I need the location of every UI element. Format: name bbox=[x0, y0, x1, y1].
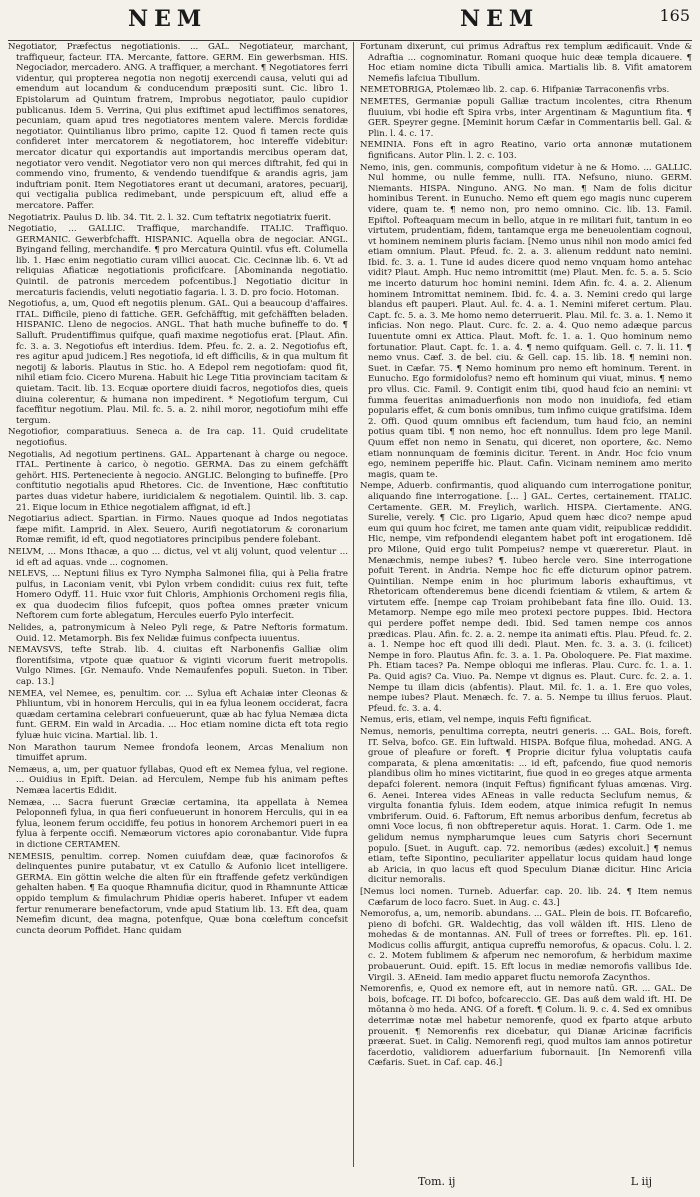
dictionary-entry: Fortunam dixerunt, cui primus Adraftus rex templum ædificauit. Vnde & Adraftia ... cognominatur. Romani quoque huic deæ templa dicauere. ¶ Hoc etiam nomine dicta Tibulli amica. Martialis lib. 8. Vifit amatorem Nemefis lafciua Tibullum. bbox=[360, 42, 692, 84]
dictionary-entry: Nemorenfis, e, Quod ex nemore eft, aut in nemore natū. GR. ... GAL. De bois, bofcage. IT. Di bofco, bofcareccio. GE. Das auß dem wald ift. HI. De mōtanna ò mo heda. ANG. Of a foreft. ¶ Colum. li. 9. c. 4. Sed ex omnibus deterrimæ notæ mel habetur nemorenfe, quod ex fparto atque arbuto prouenit. ¶ Nemorenfis rex dicebatur, qui Dianæ Aricinæ facrificis præerat. Suet. in Calig. Nemorenfi regi, quod multos iam annos potiretur facerdotio, validiorem aduerfarium fubornauit. [In Nemorenfi villa Cæfaris. Suet. in Caf. cap. 46.] bbox=[360, 984, 692, 1069]
page-footer bbox=[8, 1175, 692, 1191]
running-head-right: NEM bbox=[460, 6, 540, 32]
dictionary-entry: NEMINIA. Fons eft in agro Reatino, vario orta annonæ mutationem fignificans. Autor Plin. l. 2. c. 103. bbox=[360, 140, 692, 161]
signature-mark: L iij bbox=[630, 1175, 652, 1188]
dictionary-entry: NEMETOBRIGA, Ptolemæo lib. 2. cap. 6. Hifpaniæ Tarraconenfis vrbs. bbox=[360, 85, 670, 96]
left-column bbox=[8, 42, 348, 1167]
dictionary-entry: Negotiatio, ... GALLIC. Traffique, marchandife. ITALIC. Traffiquo. GERMANIC. Gewerbfchafft. HISPANIC. Aquella obra de negociar. ANGL. Byingand felling, merchandife. ¶ pro Mercatura Quintil. vfus eft. Columella lib. 1. Hæc enim negotiatio curam villici auocat. Cic. Cecinnæ lib. 6. Vt ad reliquias Afiaticæ negotiationis proficifcare. [Abominanda negotiatio. Quintil. de patronis mercedem pofcentibus.] Negotiatio dicitur in mercaturis faciendis, veluti negotiatio fagaria. l. 3. D. pro focio. Hotoman. bbox=[8, 224, 348, 298]
dictionary-entry: Nemus, eris, etiam, vel nempe, inquis Fefti fignificat. bbox=[360, 715, 592, 726]
page-number: 165 bbox=[659, 6, 690, 25]
dictionary-entry: Negotiatrix. Paulus D. lib. 34. Tit. 2. l. 32. Cum teftatrix negotiatrix fuerit. bbox=[8, 212, 332, 223]
dictionary-entry: [Nemus loci nomen. Turneb. Aduerfar. cap. 20. lib. 24. ¶ Item nemus Cæfarum de loco facro. Suet. in Aug. c. 43.] bbox=[360, 886, 692, 908]
dictionary-entry: Nemus, nemoris, penultima correpta, neutri generis. ... GAL. Bois, foreft. IT. Selva, bofco. GE. Ein luftwald. HISPA. Bofque filua, mohedad. ANG. A groue of pleafure or foreft. ¶ Proprie dicitur fylua voluptatis caufa comparata, & plena amœnitatis: ... id eft, pafcendo, fiue quod nemoris plandibus olim ho mines victitarint, fiue quod in eo greges atque armenta depafci folerent. nemora (inquit Feftus) fignificant fyluas amœnas. Virg. 6. Aenei. Interea vides AEneas in valle reducta Seclufum nemus, & virgulta fonantia fyluis. Idem eodem, atque inimica refugit In nemus vmbriferum. Ouid. 6. Faftorum, Eft nemus arboribus denfum, fecretus ab omni Voce locus, fi non obftreperetur aquis. Horat. 1. Carm. Ode 1. me gelidum nemus nympharumque leues cum Satyris chori Secernunt populo. [Suet. in Auguft. cap. 72. nemoribus (ædes) excoluit.] ¶ nemus etiam, tefte Sipontino, peculiariter appellatur locus quidam haud longe ab Aricia, in quo lacus eft quod Speculum Dianæ dicitur. Hinc Aricia dicitur nemoralis. bbox=[360, 727, 692, 886]
dictionary-entry: Negotiator, Præfectus negotiationis. ... GAL. Negotiateur, marchant, traffiqueur, facteur. ITA. Mercante, fattore. GERM. Ein gewerbsman. HIS. Negociador, mercadero. ANG. A traffiquer, a merchant. ¶ Negotiatores ferri videntur, qui propterea negotia non negotij exercendi causa, veluti qui ad emendum aut locandum & conducendum præpositi sunt. Cic. libro 1. Epistolarum ad Quintum fratrem, Improbus negotiator, paulo cupidior publicanus. Idem 5. Verrina, Qui plus exiftimet apud lectiffimos senatores, pecuniam, quam apud tres negotiatores mentem valere. Mercis fordidæ negotiator. Quintilianus libro primo, capite 12. Quod fi tamen recte quis confideret inter mercatorem & negotiatorem, hoc intereffe videbitur: mercator dicatur qui exportandis aut importandis mercibus operam dat, negotiator vero vendit. Negotiator vero non qui merces diftrahit, fed qui in commendo vino, frumento, & vendendo tuendifque & arandis agris, jam induftriam ponit. Item Negotiatores erant ut decumani, aratores, pecuarij, qui vectigalia publica redimebant, unde perspicuum eft, aliud effe a mercatore. Paffer. bbox=[8, 42, 348, 211]
dictionary-entry: Nempe, Aduerb. confirmantis, quod aliquando cum interrogatione ponitur, aliquando fine interrogatione. [... ] GAL. Certes, certainement. ITALIC. Certamente. GER. M. Freylich, warlich. HISPA. Ciertamente. ANG. Surelie, verely. ¶ Cic. pro Ligario, Apud quem hæc dico? nempe apud eum qui quum hoc fciret, me tamen ante quam vidit, reipublicæ reddidit. Hic, nempe, vim refpondendi elegantem habet poft int erogationem. Idē pro Milone, Quid ergo tulit Pompeius? nempe vt quæreretur. Plaut. in Menæchmis, nempe iubes? ¶. Iubeo hercle vero. Sine interrogatione pofuit Terent. in Andria. Nempe hoc fic effe dicturum opinor patrem. Quintilian. Nempe enim in hoc plurimum laboris exhauftimus, vt Rhetoricam oftenderemus bene dicendi fcientiam & vtilem, & artem & virtutem effe. [nempe cap Troiam prohibebant fata fine illo. Ouid. 13. Metamorp. Nempe ego mile meo protexi pectore puppes. Ibid. Hectora qui perdere poffet nempe dedi. Ibid. Sed tamen nempe cos annos prædicas. Plau. Afin. fc. 2. a. 2. nempe ita animati eftis. Plau. Pfeud. fc. 2. a. 1. Nempe hoc eft quod illi dedi. Plaut. Men. fc. 3. a. 3. (i. fcilicet) Nempe in foro. Plautus Afin. fc. 3. a. 1. Pa. Oboloquere. Pe. Fiat maxime. Ph. Etiam taces? Pa. Nempe obloqui me infleras. Plau. Curc. fc. 1. a. 1. Pa. Quid agis? Ca. Viuo. Pa. Nempe vt dignus es. Plaut. Curc. fc. 2. a. 1. Nempe tu illam dicis (abfentis). Plaut. Mil. fc. 1. a. 1. Ere quo voles, nempe iubes? Plaut. Menæch. fc. 7. a. 5. Nempe tu illius feruos. Plaut. Pfeud. fc. 3. a. 4. bbox=[360, 481, 692, 714]
column-rule bbox=[353, 42, 354, 1167]
dictionary-entry: Nemo, inis, gen. communis, compofitum videtur à ne & Homo. ... GALLIC. Nul homme, ou nulle femme, nulli. ITA. Nefsuno, niuno. GERM. Niemants. HISPA. Ninguno. ANG. No man. ¶ Nam de folis dicitur hominibus Terent. in Eunucho. Nemo eft quem ego magis nunc cuperem videre, quam te. ¶ nemo non, pro nemo omnino. Cic. lib. 13. Famil. Epiftol. Pofteaquam mecum in bello, atque in re militari fuit, tantum in eo virtutem, prudentiam, fidem, tantamque erga me beneuolentiam cognoui, vt hominem neminem pluris faciam. [Nemo unus nihil non modo amici fed etiam omnium. Plaut. Pfeud. fc. 2. a. 3. alienum reddunt nato nemini. Ibid. fc. 3. a. 1. Tune id audes dicere quod nemo vnquam homo antehac vidit? Plaut. Amph. Huc nemo intromittit (me) Plaut. Men. fc. 5. a. 5. Scio me incerto daturum hoc homini nemini. Idem Afin. fc. 4. a. 2. Alienum hominem Intromittat neminem. Ibid. fc. 4. a. 3. Nemini credo qui large blandus eft pauperi. Plaut. Aul. fc. 4. a. 1. Nemini miferet certum. Plau. Capt. fc. 5. a. 3. Me homo nemo deterruerit. Plau. Mil. fc. 3. a. 1. Nemo it inficias. Non nego. Plaut. Curc. fc. 2. a. 4. Quo nemo adæque parcus Iuuentute omni ex Attica. Plaut. Moft. fc. 1. a. 1. Quo hominum nemo fortunatior. Plaut. Capt. fc. 1. a. 4. ¶ nemo quifquam. Gell. c. 7. li. 11. ¶ nemo vnus. Cæf. 3. de bel. ciu. & Gell. cap. 15. lib. 18. ¶ nemini non. Suet. in Cæfar. 75. ¶ Nemo hominum pro nemo eft hominum. Terent. in Eunucho. Ego formidolofus? nemo eft hominum qui viuat, minus. ¶ nemo pro vllus. Cic. Famil. 9. Contigit enim tibi, quod haud fcio an nemini: vt fumma feueritas animaduerfionis non modo non inuidiofa, fed etiam popularis effet, & cum bonis omnibus, tum infimo cuique gratifsima. Idem 2. Offi. Quod quum omnibus eft faciendum, tum haud fcio, an nemini potius quam tibi. ¶ non nemo, hoc eft nonnullus. Idem pro lege Manil. Quum effet non nemo in Senatu, qui diceret, non oportere, &c. Nemo etiam nonnunquam de fœminis dicitur. Terent. in Andr. Hoc fcio vnum ego, neminem peperiffe hic. Plaut. Cafin. Vicinam neminem amo merito magis, quam te. bbox=[360, 162, 692, 480]
dictionary-entry: Nemorofus, a, um, nemorib. abundans. ... GAL. Plein de bois. IT. Bofcarefio, pieno di bofchi. GR. Waldechtig, das voll wälden ift. HIS. Lleno de mohedas & de montannas. AN. Full of trees or forreftes. Pli. ep. 161. Modicus collis affurgit, antiqua cupreffu nemorofus, & opacus. Colu. l. 2. c. 2. Motem fublimem & afperum nec nemorofum, & herbidum maxime probauerunt. Ouid. epift. 15. Eft locus in mediæ nemorofis vallibus Ide. Virgil. 3. AEneid. Iam medio apparet fluctu nemorofa Zacynthos. bbox=[360, 909, 692, 983]
page-header bbox=[8, 6, 692, 41]
dictionary-entry: Negotiarius adiect. Spartian. in Firmo. Naues quoque ad Indos negotiatas fæpe mifit. Lamprid. in Alex. Seuero, Aurifi negotiatorum & coronarium Romæ remifit, id eft, quod negotiatores principibus pendere folebant. bbox=[8, 514, 348, 546]
dictionary-entry: Negotiofior, comparatiuus. Seneca a. de Ira cap. 11. Quid crudelitate negotiofius. bbox=[8, 427, 348, 448]
dictionary-entry: Negotiofus, a, um, Quod eft negotiis plenum. GAL. Qui a beaucoup d'affaires. ITAL. Difficile, pieno di fattiche. GER. Gefchäfftig, mit gefchäfften beladen. HISPANIC. Lleno de negocios. ANGL. That hath muche bufineffe to do. ¶ Salluft. Prudentiffimus quifque, quafi maxime negotiofus erat. [Plaut. Afin. fc. 3. a. 3. Negotiofus eft interdius. Idem. Pfeu. fc. 2. a. 2. Negotiofus eft, res agitur apud judicem.] Res negotiofa, id eft difficilis, & in qua multum fit negotij & laboris. Plautus in Stic. ho. A Edepol rem negotiofam: quod fit, nihil etiam fcio. Cicero Murena. Habuit hic Lege Titia provinciam tacitam & quietam. Tacit. lib. 13. Ecquæ oportere diuidi facros, negotiofos dies, queis diuina colerentur, & humana non impedirent. * Negotiofum tergum, Cui faceffitur negotium. Plau. Mil. fc. 5. a. 2. nihil moror, negotiofum mihi effe tergum. bbox=[8, 299, 348, 426]
dictionary-entry: NELEVS, ... Neptuni filius ex Tyro Nympha Salmonei filia, qui à Pelia fratre pulfus, in Laconiam venit, vbi Pylon vrbem condidit: cuius rex fuit, tefte Homero Odyff. 11. Huic vxor fuit Chloris, Amphionis Orchomeni regis filia, ex qua duodecim filios fufcepit, quos poftea omnes præter vnicum Neftorem cum forte ablegatum, Hercules euerfo Pylo interfecit. bbox=[8, 569, 348, 622]
verse-quote: Non Marathon taurum Nemee frondofa leonem, Arcas Menalium non timuiffet aprum. bbox=[8, 742, 348, 764]
dictionary-entry: Negotialis, Ad negotium pertinens. GAL. Appartenant à charge ou negoce. ITAL. Pertinente à carico, ò negotio. GERMA. Das zu einem gefchäfft gehört. HIS. Perteneciente à negocio. ANGLIC. Belonging to bufineffe. [Pro conftitutio negotialis apud Rhetores. Cic. de Inventione, Hæc conftitutio partes duas videtur habere, iuridicialem & negotialem. Quintil. lib. 3. cap. 21. Eique locum in Ethice negotialem affignat, id eft.] bbox=[8, 449, 348, 513]
dictionary-entry: NEMEA, vel Nemee, es, penultim. cor. ... Sylua eft Achaiæ inter Cleonas & Phliuntum, vbi in honorem Herculis, qui in ea fylua leonem occiderat, facra quædam certamina celebrari confueuerunt, quæ ab hac fylua Nemæa dicta funt. GERM. Ein wald in Arcadia. ... Hoc etiam nomine dicta eft tota regio fyluæ huic vicina. Martial. lib. 1. bbox=[8, 688, 348, 741]
dictionary-entry: NELVM, ... Mons Ithacæ, a quo ... dictus, vel vt alij volunt, quod velentur ... id eft ad aquas. vnde ... cognomen. bbox=[8, 546, 348, 568]
dictionary-entry: Nemæus, a, um, per quatuor fyllabas, Quod eft ex Nemea fylua, vel regione. ... Ouidius in Epift. Deian. ad Herculem, Nempe fub his animam peftes Nemæa lacertis Edidit. bbox=[8, 764, 348, 796]
right-column bbox=[360, 42, 692, 1167]
dictionary-entry: NEMESIS, penultim. correp. Nomen cuiufdam deæ, quæ facinorofos & delinquentes punire putabatur, vt ex Catullo & Aufonio licet intelligere. GERMA. Ein göttin welche die alten für ein ftraffende gefetz verkündigen gehalten haben. ¶ Ea quoque Rhamnufia dicitur, quod in Rhamnunte Atticæ oppido templum & fimulachrum Phidiæ operis haberet. Infuper vt eadem fertur renumerare benefactorum, vnde apud Statium lib. 13. Eft dea, quam Nemefim dicunt, dea magna, potenfque, Quæ bona cœleftum concefsit cuncta deorum Poffidet. Hanc quidam bbox=[8, 851, 348, 936]
dictionary-entry: Nelides, a, patronymicum à Neleo Pyli rege, & Patre Neftoris formatum. Ouid. 12. Metamorph. Bis fex Nelidæ fuimus confpecta iuuentus. bbox=[8, 623, 348, 644]
dictionary-entry: Nemæa, ... Sacra fuerunt Græciæ certamina, ita appellata à Nemea Peloponnefi fylua, in qua fieri confueuerunt in honorem Herculis, qui in ea fylua, leonem ferum occidiffe, feu potius in honorem Archemori pueri in ea fylua à ferpente occifi. Nemæorum victores apio coronabantur. Vide fupra in dictione CERTAMEN. bbox=[8, 797, 348, 850]
volume-mark: Tom. ij bbox=[418, 1175, 456, 1188]
running-head-left: NEM bbox=[128, 6, 208, 32]
dictionary-entry: NEMETES, Germaniæ populi Galliæ tractum incolentes, citra Rhenum fluuium, vbi hodie eft Spira vrbs, inter Argentinam & Maguntium fita. ¶ GER. Speyrer gegne. [Meminit horum Cæfar in Commentariis bell. Gal. & Plin. l. 4. c. 17. bbox=[360, 96, 692, 139]
text-columns bbox=[8, 42, 692, 1167]
dictionary-entry: NEMAVSVS, tefte Strab. lib. 4. ciuitas eft Narbonenfis Galliæ olim florentifsima, vtpote quæ quatuor & viginti vicorum fuerit metropolis. Vulgo Nimes. [Gr. Nemaufo. Vnde Nemaufenfes populi. Sueton. in Tiber. cap. 13.] bbox=[8, 645, 348, 688]
